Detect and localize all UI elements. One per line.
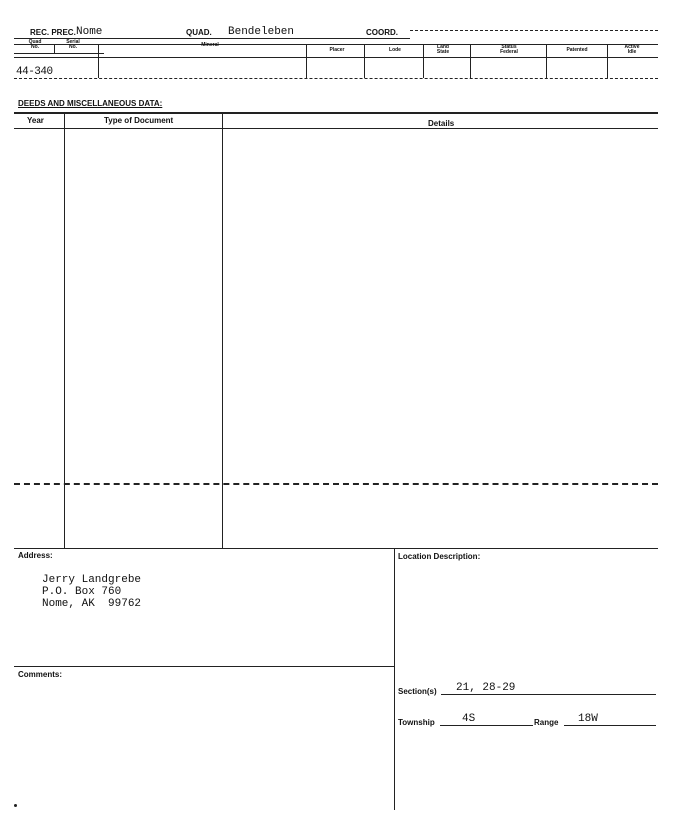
col-divider-mineral	[306, 44, 307, 78]
col-status-federal: Status Federal	[500, 44, 518, 55]
columns-top-line	[14, 44, 658, 45]
deeds-col-year: Year	[27, 116, 44, 125]
col-divider-placer	[364, 44, 365, 78]
quad-label: QUAD.	[186, 28, 212, 37]
rec-prec-value: Nome	[76, 26, 103, 38]
col-placer: Placer	[329, 47, 345, 53]
section-underline	[441, 694, 656, 695]
col-divider-serial	[98, 44, 99, 78]
col-divider-quad	[54, 44, 55, 53]
coord-label: COORD.	[366, 28, 398, 37]
range-underline	[564, 725, 656, 726]
quad-value: Bendeleben	[228, 26, 295, 38]
col-quad-no: Quad No.	[28, 39, 42, 50]
range-value: 18W	[578, 713, 598, 725]
col-lode: Lode	[389, 47, 401, 53]
location-label: Location Description:	[398, 552, 481, 561]
deeds-top-line	[14, 112, 658, 114]
deeds-dashed-separator	[14, 483, 658, 485]
deeds-header-bottom-line	[14, 128, 658, 129]
comments-label: Comments:	[18, 670, 63, 679]
col-divider-patented	[607, 44, 608, 78]
record-number: 44-340	[16, 66, 53, 78]
section-value: 21, 28-29	[456, 682, 516, 694]
scan-speck	[14, 804, 17, 807]
range-label: Range	[534, 718, 559, 727]
coord-dashed-line	[410, 30, 658, 31]
address-lines: Jerry Landgrebe P.O. Box 760 Nome, AK 99762	[42, 574, 142, 610]
col-divider-lode	[423, 44, 424, 78]
deeds-section-title: DEEDS AND MISCELLANEOUS DATA:	[18, 99, 163, 108]
record-dashed-line	[14, 78, 658, 79]
columns-sub-line	[14, 53, 104, 54]
address-label: Address:	[18, 551, 53, 560]
col-divider-federal	[546, 44, 547, 78]
columns-header-bottom-line	[14, 57, 658, 58]
deeds-bottom-line	[14, 548, 658, 549]
comments-top-line	[14, 666, 394, 667]
col-patented: Patented	[566, 47, 588, 53]
section-label: Section(s)	[398, 687, 437, 696]
township-value: 4S	[462, 713, 476, 725]
deeds-col-type: Type of Document	[104, 116, 174, 125]
col-land-state: Land State	[436, 44, 450, 55]
col-mineral: Mineral	[201, 42, 219, 48]
rec-prec-label: REC. PREC.	[30, 28, 76, 37]
township-label: Township	[398, 718, 435, 727]
col-divider-land-state	[470, 44, 471, 78]
address-location-divider	[394, 548, 395, 810]
deeds-col-details: Details	[428, 119, 455, 128]
col-active-idle: Active Idle	[624, 44, 640, 55]
township-underline	[440, 725, 533, 726]
col-serial-no: Serial No.	[66, 39, 80, 50]
